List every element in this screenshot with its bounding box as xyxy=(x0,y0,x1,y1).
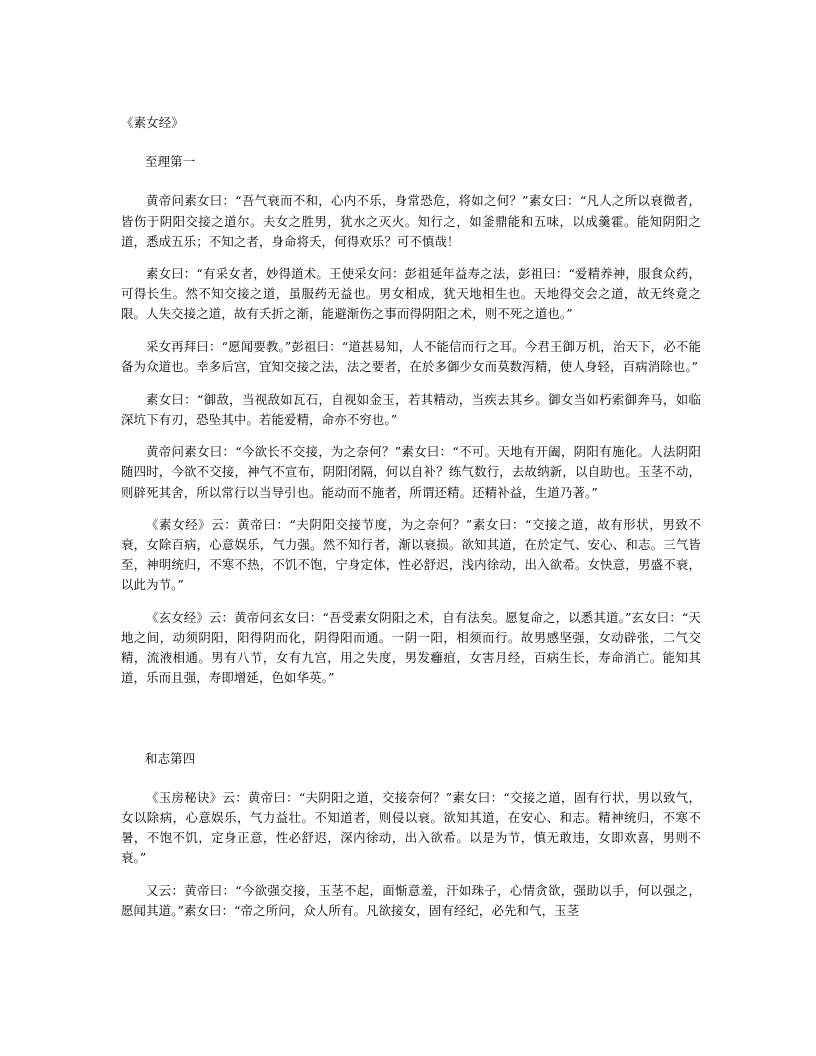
section-spacer xyxy=(121,701,701,749)
paragraph: 黄帝问素女曰：“吾气衰而不和，心内不乐，身常恐危，将如之何？”素女曰：“凡人之所以衰微者，皆伤于阴阳交接之道尔。夫女之胜男，犹水之灭火。知行之，如釜鼎能和五味，以成羹霍。能知阴阳之道，悉成五乐；不知之者，身命将夭，何得欢乐？可不慎哉！ xyxy=(121,193,701,249)
paragraph: 素女曰：“有采女者，妙得道术。王使采女问：彭祖延年益寿之法，彭祖曰：“爱精养神，服食众药，可得长生。然不知交接之道，虽服药无益也。男女相成，犹天地相生也。天地得交会之道，故无终竟之限。人失交接之道，故有夭折之渐，能避渐伤之事而得阴阳之术，则不死之道也。” xyxy=(121,266,701,322)
page-content xyxy=(121,113,701,921)
paragraph: 《素女经》云：黄帝曰：“夫阴阳交接节度，为之奈何？”素女曰：“交接之道，故有形状，男致不衰，女除百病，心意娱乐，气力强。然不知行者，渐以衰损。欲知其道，在於定气、安心、和志。三气皆至，神明统归，不寒不热，不饥不饱，宁身定体，性必舒迟，浅内徐动，出入欲希。女快意，男盛不衰，以此为节。” xyxy=(121,517,701,593)
section-heading-zhili: 至理第一 xyxy=(145,154,196,170)
paragraph: 《玄女经》云：黄帝问玄女曰：“吾受素女阴阳之术，自有法矣。愿复命之，以悉其道。”玄女曰：“天地之间，动须阴阳，阳得阴而化，阴得阳而通。一阴一阳，相须而行。故男感坚强，女动辟张，二气交精，流液相通。男有八节，女有九宫，用之失度，男发癰疽，女害月经，百病生长，寿命消亡。能知其道，乐而且强，寿即增延，色如华英。” xyxy=(121,610,701,686)
document-title: 《素女经》 xyxy=(121,115,184,130)
section-heading-hezhi: 和志第四 xyxy=(145,750,196,766)
paragraph: 《玉房秘诀》云：黄帝曰：“夫阴阳之道，交接奈何？”素女曰：“交接之道，固有行状，男以致气，女以除病，心意娱乐，气力益壮。不知道者，则侵以衰。欲知其道，在安心、和志。精神统归，不寒不暑，不饱不饥，定身正意，性必舒迟，深内徐动，出入欲希。以是为节，慎无敢违，女即欢喜，男则不衰。” xyxy=(121,790,701,866)
paragraph: 又云：黄帝曰：“今欲强交接，玉茎不起，面惭意羞，汗如珠子，心情贪欲，强助以手，何以强之，愿闻其道。”素女曰：“帝之所问，众人所有。凡欲接女，固有经纪，必先和气，玉茎 xyxy=(121,883,701,919)
paragraph: 素女曰：“御敌，当视敌如瓦石，自视如金玉，若其精动，当疾去其乡。御女当如朽索御奔马，如临深坑下有刃，恐坠其中。若能爱精，命亦不穷也。” xyxy=(121,391,701,427)
paragraph: 黄帝问素女曰：“今欲长不交接，为之奈何？”素女曰：“不可。天地有开阖，阴阳有施化。人法阴阳随四时，今欲不交接，神气不宣布，阴阳闭隔，何以自补？练气数行，去故纳新，以自助也。玉茎不动，则辟死其舍，所以常行以当导引也。能动而不施者，所谓还精。还精补益，生道乃著。” xyxy=(121,444,701,500)
paragraph: 采女再拜曰：“愿闻要教。”彭祖曰：“道甚易知，人不能信而行之耳。今君王御万机，治天下，必不能备为众道也。幸多后宫，宜知交接之法，法之要者，在於多御少女而莫数泻精，使人身轻，百病消除也。” xyxy=(121,339,701,375)
